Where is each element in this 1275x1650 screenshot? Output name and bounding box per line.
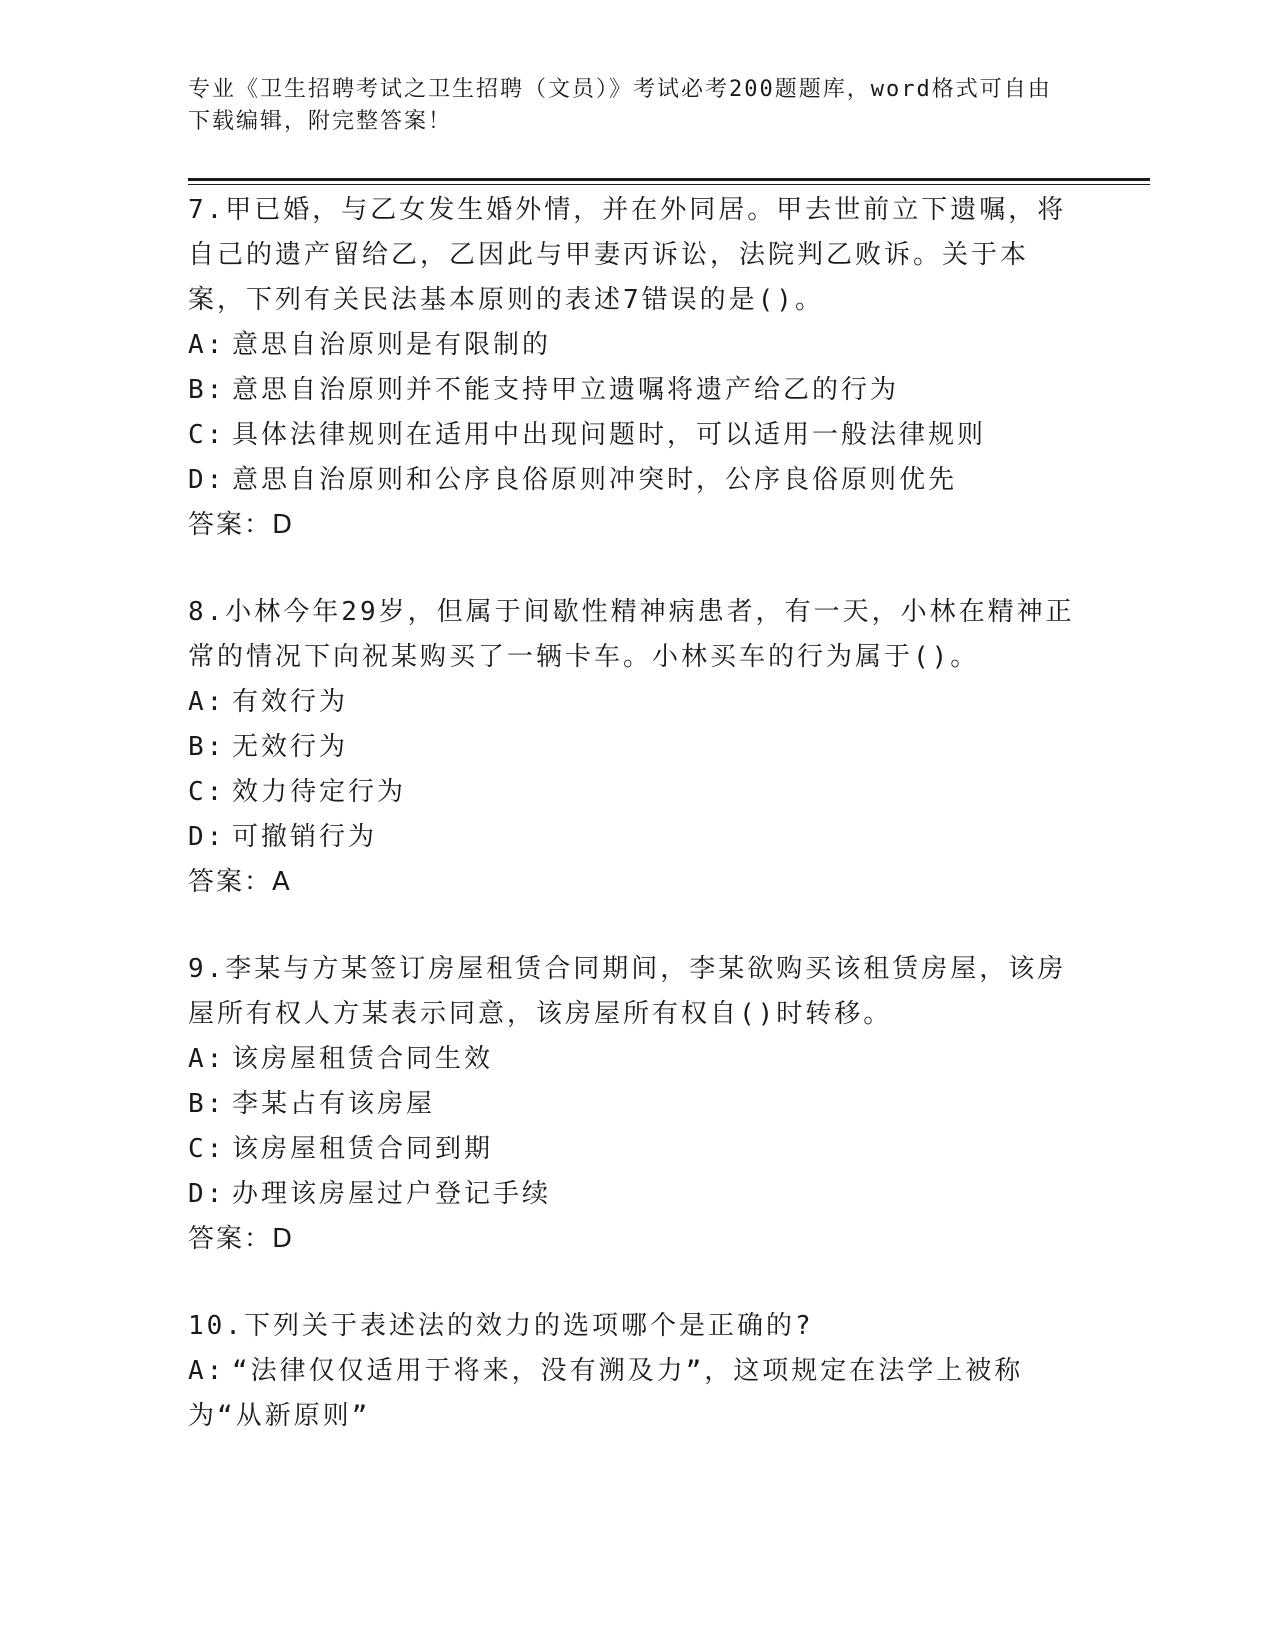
option-b — [188, 725, 1078, 770]
option-text: 有效行为 — [232, 687, 349, 717]
option-text: 意思自治原则并不能支持甲立遗嘱将遗产给乙的行为 — [232, 375, 900, 405]
option-text: 该房屋租赁合同生效 — [232, 1044, 494, 1074]
question-10 — [188, 1304, 1078, 1439]
option-text: 意思自治原则是有限制的 — [232, 330, 552, 360]
question-9 — [188, 947, 1078, 1262]
option-text: 李某占有该房屋 — [232, 1089, 436, 1119]
document-header: 专业《卫生招聘考试之卫生招聘（文员）》考试必考200题题库，word格式可自由下载编辑，附完整答案！ — [188, 77, 1052, 134]
question-text: 9.李某与方某签订房屋租赁合同期间，李某欲购买该租赁房屋，该房屋所有权人方某表示同意，该房屋所有权自()时转移。 — [188, 954, 1067, 1029]
answer-line: 答案：D — [188, 510, 295, 540]
option-key: D: — [188, 465, 226, 495]
option-text: 无效行为 — [232, 732, 349, 762]
option-text: 可撤销行为 — [232, 822, 378, 852]
option-text: 该房屋租赁合同到期 — [232, 1134, 494, 1164]
option-key: A: — [188, 687, 226, 717]
option-c — [188, 413, 1078, 458]
option-a — [188, 1349, 1078, 1439]
option-text: 具体法律规则在适用中出现问题时，可以适用一般法律规则 — [232, 420, 987, 450]
option-key: B: — [188, 1089, 226, 1119]
answer-line: 答案：A — [188, 867, 292, 897]
header-divider — [188, 178, 1150, 181]
option-key: D: — [188, 1179, 226, 1209]
option-key: A: — [188, 1356, 226, 1386]
option-c — [188, 770, 1078, 815]
question-7 — [188, 188, 1078, 548]
option-key: C: — [188, 1134, 226, 1164]
option-text: 办理该房屋过户登记手续 — [232, 1179, 552, 1209]
question-text: 7.甲已婚，与乙女发生婚外情，并在外同居。甲去世前立下遗嘱，将自己的遗产留给乙，乙因此与甲妻丙诉讼，法院判乙败诉。关于本案，下列有关民法基本原则的表述7错误的是()。 — [188, 195, 1067, 315]
question-list — [188, 188, 1078, 1439]
header-divider-thin — [188, 184, 1150, 185]
option-key: C: — [188, 420, 226, 450]
option-key: D: — [188, 822, 226, 852]
option-key: A: — [188, 330, 226, 360]
option-d — [188, 1172, 1078, 1217]
option-text: “法律仅仅适用于将来，没有溯及力”，这项规定在法学上被称为“从新原则” — [188, 1356, 1024, 1431]
option-key: B: — [188, 732, 226, 762]
option-a — [188, 323, 1078, 368]
question-text: 10.下列关于表述法的效力的选项哪个是正确的? — [188, 1311, 814, 1341]
option-b — [188, 1082, 1078, 1127]
option-a — [188, 1037, 1078, 1082]
option-text: 意思自治原则和公序良俗原则冲突时，公序良俗原则优先 — [232, 465, 958, 495]
option-c — [188, 1127, 1078, 1172]
question-8 — [188, 590, 1078, 905]
option-text: 效力待定行为 — [232, 777, 407, 807]
question-text: 8.小林今年29岁，但属于间歇性精神病患者，有一天，小林在精神正常的情况下向祝某购买了一辆卡车。小林买车的行为属于()。 — [188, 597, 1075, 672]
option-key: B: — [188, 375, 226, 405]
option-d — [188, 458, 1078, 503]
option-d — [188, 815, 1078, 860]
answer-line: 答案：D — [188, 1224, 295, 1254]
option-key: A: — [188, 1044, 226, 1074]
option-a — [188, 680, 1078, 725]
option-key: C: — [188, 777, 226, 807]
option-b — [188, 368, 1078, 413]
